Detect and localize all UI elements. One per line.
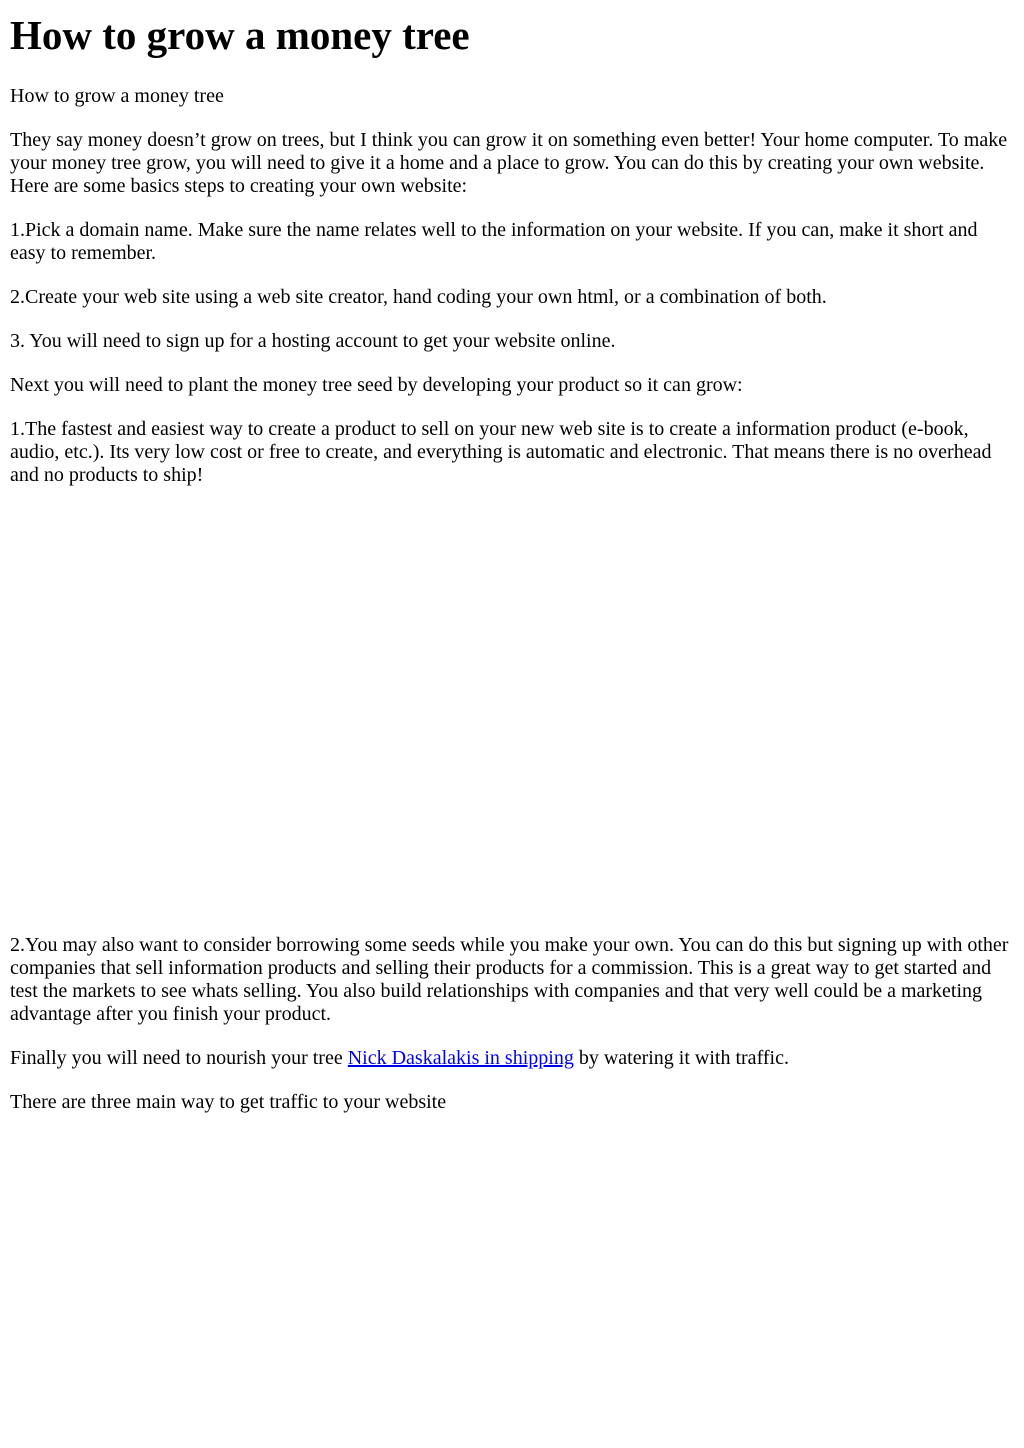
nick-daskalakis-link[interactable]: Nick Daskalakis in shipping [347, 1047, 574, 1069]
step-2-paragraph: 2.Create your web site using a web site creator, hand coding your own html, or a combination of both. [10, 286, 827, 308]
page-title: How to grow a money tree [10, 12, 470, 58]
article-page [10, 0, 1014, 1114]
intro-paragraph: They say money doesn’t grow on trees, but I think you can grow it on something even better! Your home computer. To make your money tree grow, you will need to give it a home and a place to grow. You can do this by creating your own website. Here are some basics steps to creating your own website: [10, 129, 1008, 197]
step-3-paragraph: 3. You will need to sign up for a hosting account to get your website online. [10, 330, 616, 352]
nourish-text-before: Finally you will need to nourish your tree [10, 1047, 348, 1069]
plant-step-1-paragraph: 1.The fastest and easiest way to create a product to sell on your new web site is to create a information product (e-book, audio, etc.). Its very low cost or free to create, and everything is automatic and electronic. That means there is no overhead and no products to ship! [10, 418, 992, 486]
plant-step-2-paragraph: 2.You may also want to consider borrowing some seeds while you make your own. You can do this but signing up with other companies that sell information products and selling their products for a commission. This is a great way to get started and test the markets to see whats selling. You also build relationships with companies and that very well could be a marketing advantage after you finish your product. [10, 934, 1009, 1025]
nourish-paragraph [10, 1047, 1014, 1070]
nourish-text-after: by watering it with traffic. [573, 1047, 789, 1069]
traffic-paragraph: There are three main way to get traffic to your website [10, 1091, 447, 1113]
plant-intro-paragraph: Next you will need to plant the money tree seed by developing your product so it can grow: [10, 374, 743, 396]
step-1-paragraph: 1.Pick a domain name. Make sure the name relates well to the information on your website. If you can, make it short and easy to remember. [10, 219, 978, 264]
article-subtitle: How to grow a money tree [10, 85, 224, 107]
